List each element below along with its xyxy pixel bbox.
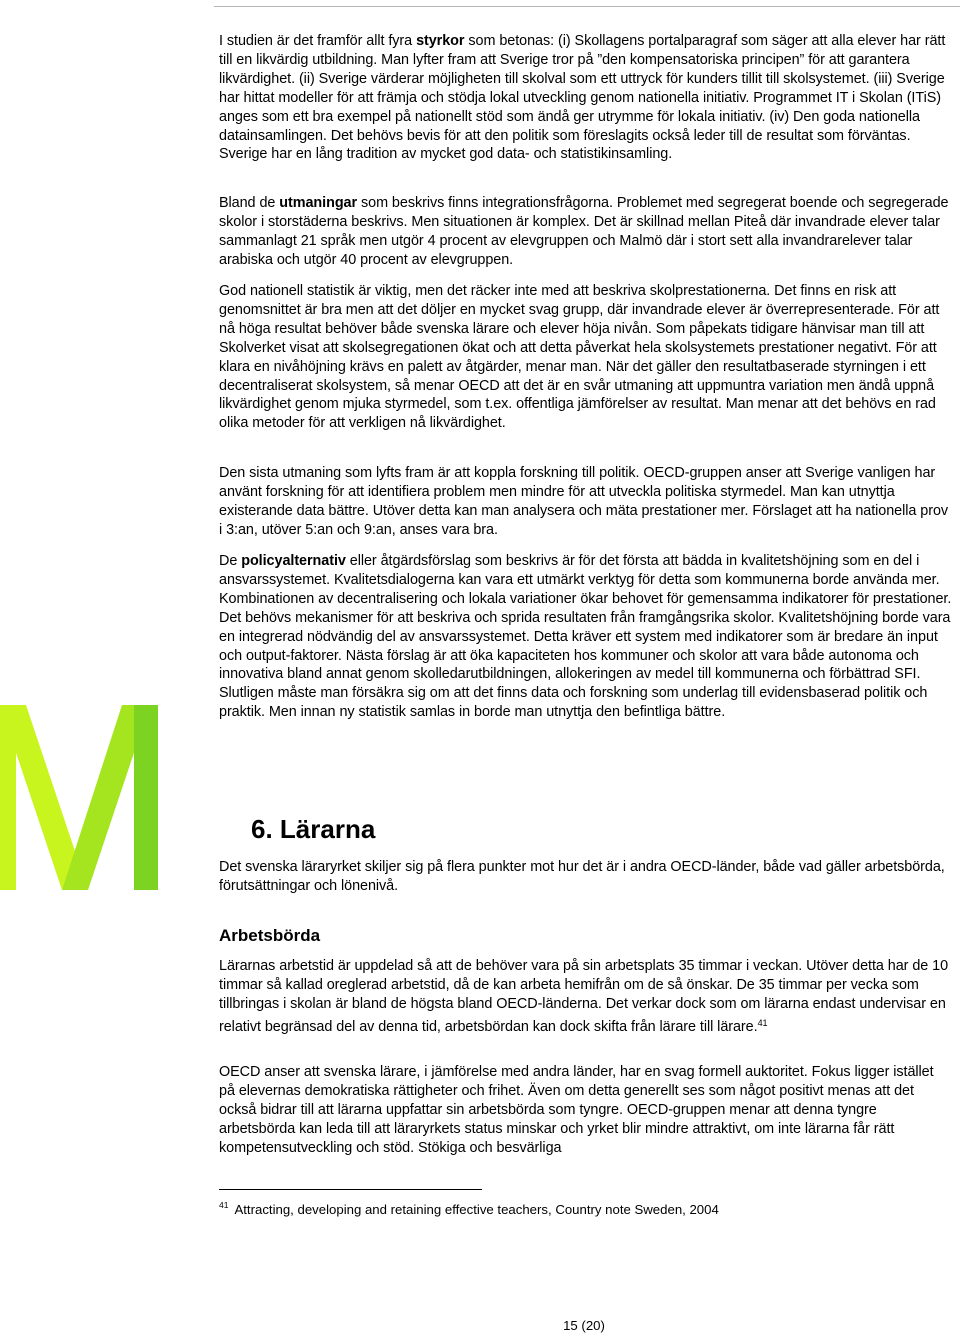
- footnote-number: 41: [219, 1200, 229, 1210]
- footnote-separator: [219, 1189, 482, 1190]
- footnote: [219, 1196, 719, 1219]
- footnote-ref: 41: [757, 1017, 768, 1028]
- text-run: I studien är det framför allt fyra: [219, 33, 417, 49]
- paragraph-workload: [219, 957, 953, 1037]
- text-run: Det svenska läraryrket skiljer sig på flera punkter mot hur det är i andra OECD-länder, både vad gäller arbetsbörda, förutsättningar och lönenivå.: [219, 859, 945, 894]
- footnote-text: Attracting, developing and retaining effective teachers, Country note Sweden, 2004: [234, 1202, 719, 1217]
- text-run: De: [219, 553, 242, 569]
- page-number: 15 (20): [563, 1318, 605, 1333]
- paragraph-policy: [219, 552, 953, 722]
- paragraph-strengths: [219, 32, 953, 164]
- paragraph-authority: [219, 1063, 953, 1158]
- bold-term: styrkor: [416, 33, 465, 49]
- paragraph-research: [219, 464, 953, 540]
- bold-term: policyalternativ: [241, 553, 346, 569]
- subheading: Arbetsbörda: [219, 926, 321, 945]
- section-heading: 6. Lärarna: [251, 814, 376, 844]
- text-run: Lärarnas arbetstid är uppdelad så att de behöver vara på sin arbetsplats 35 timmar i veckan. Utöver detta har de 10 timmar så kallad oreglerad arbetstid, då de kan arbeta hemifrån om de så önskar. De 35 timmar per vecka som tillbringas i skolan är bland de högsta bland OECD-länderna. Det verkar dock som om lärarna endast undervisar en relativt begränsad del av denna tid, arbetsbördan kan dock skifta från lärare till lärare.: [219, 958, 949, 1035]
- paragraph-intro-teachers: [219, 858, 953, 896]
- bold-term: utmaningar: [279, 195, 358, 211]
- text-run: eller åtgärdsförslag som beskrivs är för det första att bädda in kvalitetshöjning som en del i ansvarssystemet. Kvalitetsdialogerna kan vara ett utmärkt verktyg för detta som kommunerna borde använda mer. Kombinationen av decentralisering och lokala variationer ökar behovet för gemensamma indikatorer för prestationer. Det behövs mekanismer för att beskriva och sprida resultaten från framgångsrika skolor. Kvalitetshöjning borde vara en integrerad nödvändig del av ansvarssystemet. Detta kräver ett system med indikatorer som är bredare än input och output-faktorer. Nästa förslag är att öka kapaciteten hos kommuner och skolor att vara både autonoma och innovativa bland annat genom skolledarutbildningen, allokeringen av medel till kommunerna och förbättrad SFI. Slutligen måste man försäkra sig om att det finns data och forskning som underlag till evidensbaserad politik och praktik. Men innan ny statistik samlas in borde man utnyttja den befintliga bättre.: [219, 553, 952, 721]
- text-run: God nationell statistik är viktig, men det räcker inte med att beskriva skolprestationerna. Det finns en risk att genomsnittet är bra men att det döljer en mycket svag grupp, där invandrade elever är överrepresenterade. För att nå höga resultat behöver både svenska lärare och elever höja nivån. Som påpekats tidigare hänvisar man till att Skolverket visat att skolsegregationen ökat och att detta påverkat hela skolsystemets prestationer negativt. För att klara en nivåhöjning krävs en palett av åtgärder, menar man. När det gäller den resultatbaserade styrningen i ett decentraliserat skolsystem, så menar OECD att det är en svår utmaning att uppmuntra variation men ändå uppnå likvärdighet genom mjuka styrmedel, som t.ex. offentliga jämförelser av resultat. Man menar att det behövs en rad olika metoder för att verkligen nå likvärdighet.: [219, 283, 940, 432]
- text-run: OECD anser att svenska lärare, i jämförelse med andra länder, har en svag formell auktoritet. Fokus ligger istället på elevernas demokratiska rättigheter och frihet. Även om detta generellt ses som något positivt menas att det också bidrar till att lärarna uppfattar sin arbetsbörda som tyngre. OECD-gruppen menar att denna tyngre arbetsbörda kan leda till att läraryrkets status minskar och yrket blir mindre attraktivt, om inte lärarna får rätt kompetensutveckling och stöd. Stökiga och besvärliga: [219, 1064, 934, 1156]
- paragraph-challenges: [219, 194, 953, 270]
- paragraph-statistics: [219, 282, 953, 433]
- m-logo: [0, 695, 160, 900]
- text-run: Bland de: [219, 195, 280, 211]
- text-run: som beskrivs finns integrationsfrågorna. Problemet med segregerat boende och segregerade skolor i storstäderna beskrivs. Men situationen är komplex. Det är skillnad mellan Piteå där invandrade elever talar sammanlagt 21 språk men utgör 4 procent av elevgruppen och Malmö där i stort sett alla invandrarelever talar arabiska och utgör 40 procent av elevgruppen.: [219, 195, 949, 268]
- header-rule: [214, 6, 960, 7]
- text-run: som betonas: (i) Skollagens portalparagraf som säger att alla elever har rätt till en likvärdig utbildning. Man lyfter fram att Sverige tror på ”den kompensatoriska principen” för att garantera likvärdighet. (ii) Sverige värderar möjligheten till skolval som ett uttryck för kunders tillit till skolsystemet. (iii) Sverige har hittat modeller för att främja och stödja lokal utveckling genom nationella initiativ. Programmet IT i Skolan (ITiS) anges som ett bra exempel på nationellt stöd som ändå ger utrymme för lokala initiativ. (iv) Den goda nationella datainsamlingen. Det behövs bevis för att den politik som föreslagits också leder till de resultat som förväntas. Sverige har en lång tradition av mycket god data- och statistikinsamling.: [219, 33, 946, 163]
- text-run: Den sista utmaning som lyfts fram är att koppla forskning till politik. OECD-gruppen anser att Sverige vanligen har använt forskning för att identifiera problem men mindre för att utveckla politiska styrmedel. Man kan utnyttja existerande data bättre. Utöver detta kan man analysera och mäta prestationer mer. Förslaget att ha nationella prov i 3:an, utöver 5:an och 9:an, anses vara bra.: [219, 465, 949, 538]
